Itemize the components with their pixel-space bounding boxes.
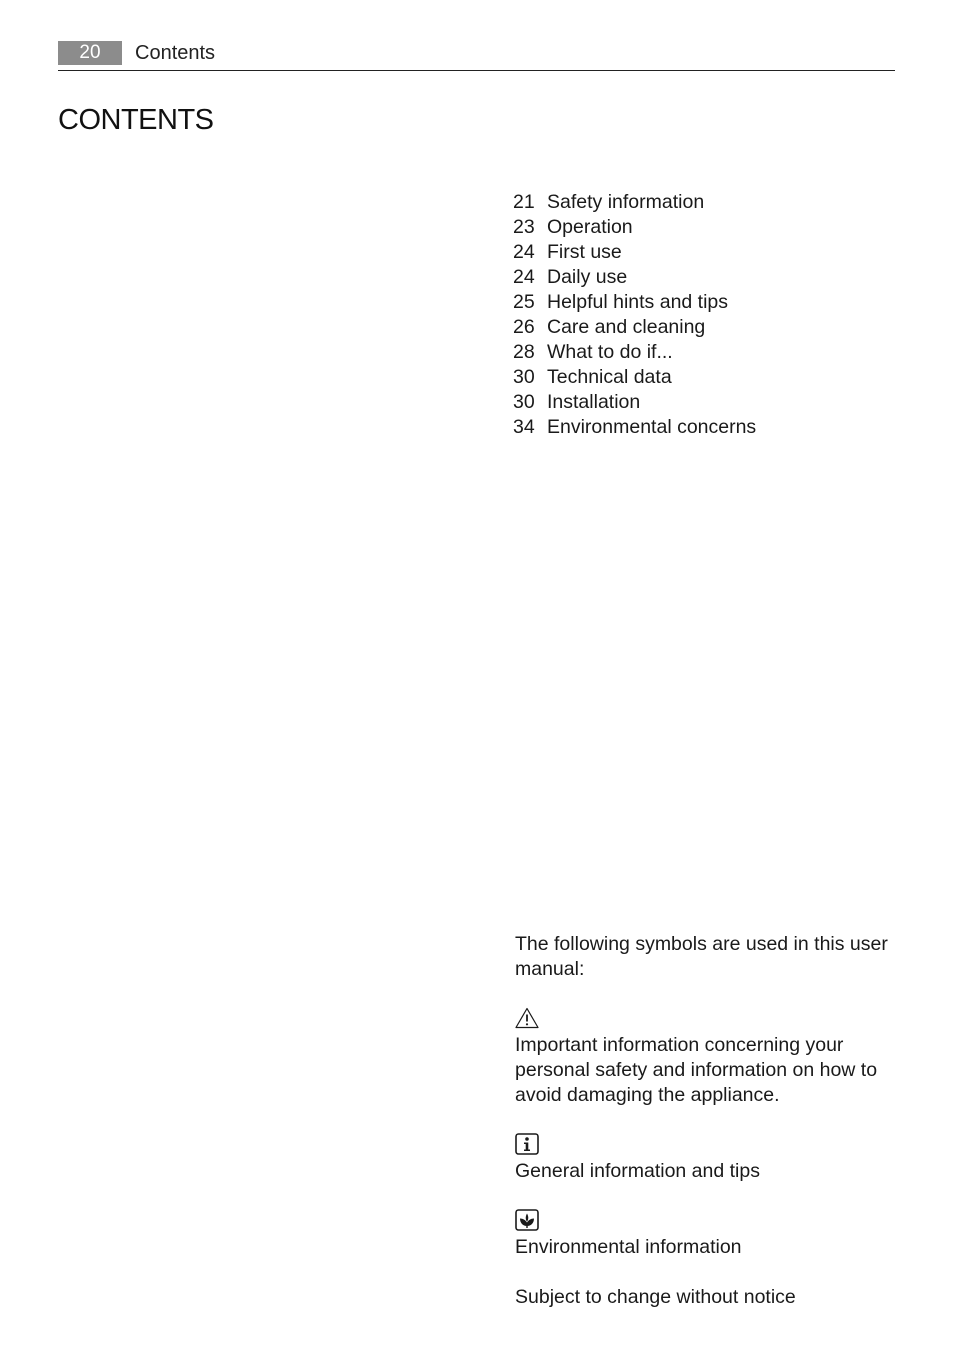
toc-page-number: 30 [513,366,535,388]
toc-entry-environmental-concerns[interactable] [513,415,756,440]
header-section-title: Contents [135,42,216,64]
toc-entry-first-use[interactable] [513,240,756,265]
toc-page-number: 26 [513,316,535,338]
symbols-legend [515,932,895,1310]
symbol-entry-environment [515,1209,895,1260]
toc-label: Environmental concerns [547,416,757,438]
toc-page-number: 30 [513,391,535,413]
toc-page-number: 24 [513,266,535,288]
page-title: CONTENTS [58,104,214,136]
symbol-description: Important information concerning your personal safety and information on how to avoid damaging the appliance. [515,1034,878,1106]
toc-label: Safety information [547,191,705,213]
toc-label: Operation [547,216,633,238]
symbol-entry-warning [515,1007,895,1108]
change-notice: Subject to change without notice [515,1286,796,1308]
toc-page-number: 23 [513,216,535,238]
toc-entry-daily-use[interactable] [513,265,756,290]
toc-label: Technical data [547,366,672,388]
toc-page-number: 21 [513,191,535,213]
environment-icon [515,1209,895,1233]
symbol-description: General information and tips [515,1160,760,1182]
toc-entry-helpful-hints[interactable] [513,290,756,315]
toc-page-number: 25 [513,291,535,313]
symbol-description: Environmental information [515,1236,742,1258]
toc-page-number: 34 [513,416,535,438]
toc-entry-safety-information[interactable] [513,190,756,215]
header-rule [58,70,895,71]
warning-triangle-icon [515,1007,895,1031]
toc-page-number: 28 [513,341,535,363]
page-header [58,40,895,71]
toc-entry-operation[interactable] [513,215,756,240]
table-of-contents [513,190,756,440]
toc-entry-installation[interactable] [513,390,756,415]
symbols-intro: The following symbols are used in this user manual: [515,933,888,980]
toc-entry-what-to-do-if[interactable] [513,340,756,365]
toc-label: First use [547,241,622,263]
info-icon [515,1133,895,1157]
toc-label: What to do if... [547,341,673,363]
toc-label: Installation [547,391,641,413]
toc-label: Daily use [547,266,628,288]
toc-entry-care-and-cleaning[interactable] [513,315,756,340]
page-number: 20 [58,41,122,65]
toc-label: Care and cleaning [547,316,706,338]
toc-label: Helpful hints and tips [547,291,729,313]
toc-entry-technical-data[interactable] [513,365,756,390]
symbol-entry-info [515,1133,895,1184]
toc-page-number: 24 [513,241,535,263]
